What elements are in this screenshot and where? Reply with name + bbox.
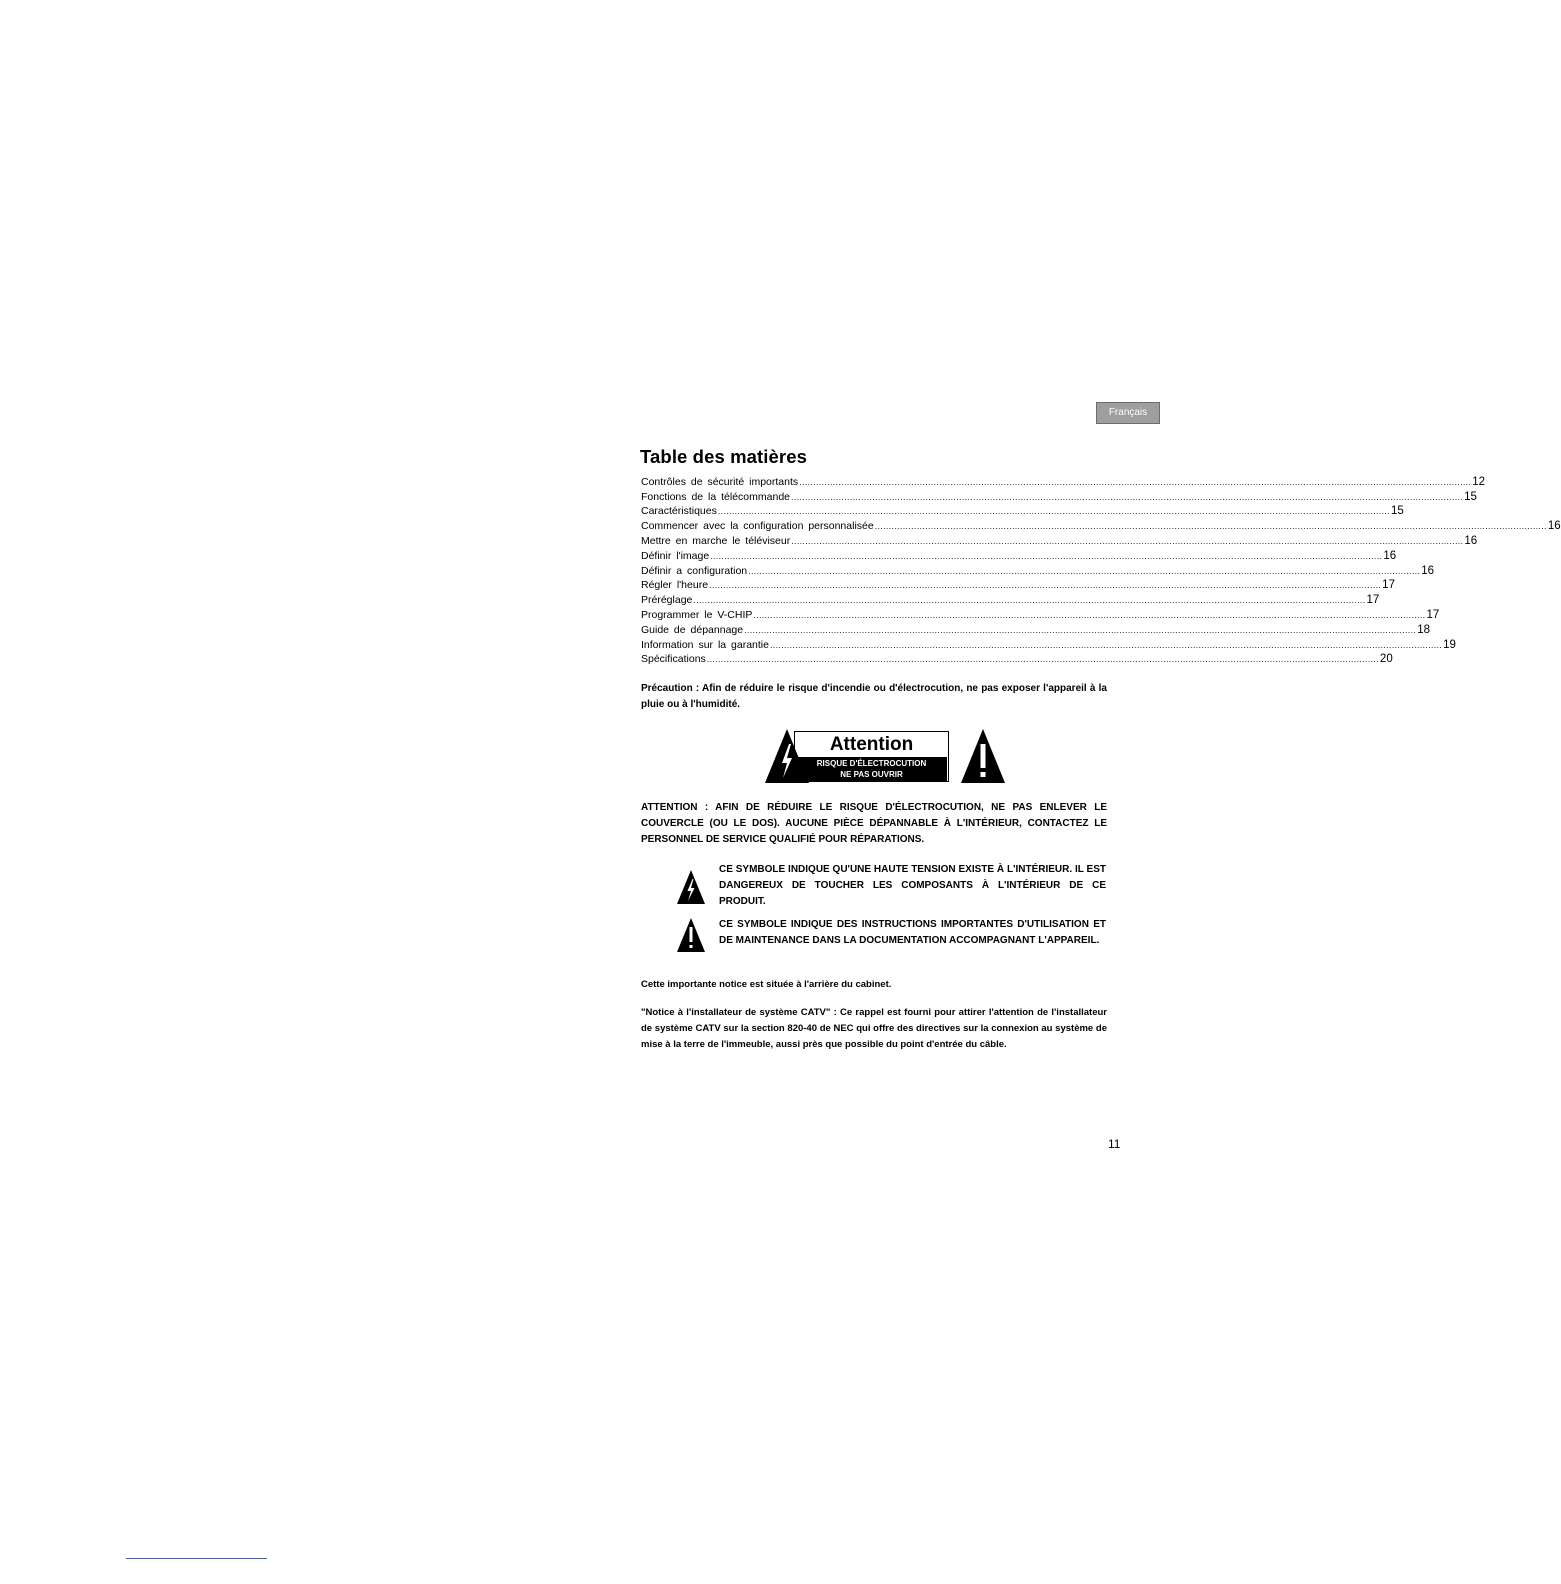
toc-leader: ................................................................................................................................................................................................................................................ bbox=[753, 609, 1426, 620]
page-title: Table des matières bbox=[640, 446, 808, 467]
toc-page: 12 bbox=[1472, 475, 1486, 488]
attention-label-band bbox=[796, 757, 947, 781]
toc-entry bbox=[641, 606, 1440, 621]
toc-page: 16 bbox=[1547, 520, 1561, 533]
symbol-text: CE SYMBOLE INDIQUE QU'UNE HAUTE TENSION EXISTE À L'INTÉRIEUR. IL EST DANGEREUX DE TOUCHER LES COMPOSANTS À L'INTÉRIEUR DE CE PRODUIT. bbox=[719, 864, 1106, 907]
toc-label: Contrôles de sécurité importants bbox=[641, 475, 799, 488]
toc-page: 17 bbox=[1382, 579, 1395, 592]
toc-entry bbox=[641, 517, 1561, 533]
toc-entry bbox=[641, 621, 1431, 636]
toc-page: 16 bbox=[1383, 549, 1397, 562]
toc-entry bbox=[641, 577, 1395, 592]
lightning-triangle-icon bbox=[676, 869, 706, 905]
toc-page: 16 bbox=[1464, 534, 1478, 547]
catv-notice: "Notice à l'installateur de système CATV" : Ce rappel est fourni pour attirer l'attention de l'installateur de système CATV sur la section 820-40 de NEC qui offre des directives sur la connexion au système de mise à la terre de l'immeuble, aussi près que possible du point d'entrée du câble. bbox=[641, 1007, 1107, 1050]
toc-entry bbox=[641, 473, 1486, 488]
toc-leader: ................................................................................................................................................................................................................................................ bbox=[709, 580, 1382, 591]
toc-entry bbox=[641, 532, 1478, 547]
toc-label: Spécifications bbox=[641, 653, 706, 666]
toc-leader: ................................................................................................................................................................................................................................................ bbox=[744, 624, 1417, 635]
toc-label: Définir l'image bbox=[641, 549, 710, 562]
exclamation-triangle-icon bbox=[676, 917, 706, 953]
toc-page: 18 bbox=[1417, 623, 1431, 636]
page-number: 11 bbox=[1108, 1137, 1121, 1151]
toc-leader: ................................................................................................................................................................................................................................................ bbox=[748, 565, 1421, 576]
toc-leader: ................................................................................................................................................................................................................................................ bbox=[693, 595, 1366, 606]
attention-text: ATTENTION : AFIN DE RÉDUIRE LE RISQUE D'ÉLECTROCUTION, NE PAS ENLEVER LE COUVERCLE (OU LE DOS). AUCUNE PIÈCE DÉPANNABLE À L'INTÉRIEUR, CONTACTEZ LE PERSONNEL DE SERVICE QUALIFIÉ POUR RÉPARATIONS. bbox=[641, 802, 1107, 845]
toc-entry bbox=[641, 488, 1477, 503]
toc-entry bbox=[641, 547, 1397, 562]
footer-rule bbox=[126, 1558, 267, 1559]
toc-label: Régler l'heure bbox=[641, 579, 709, 592]
toc-label: Caractéristiques bbox=[641, 505, 717, 518]
toc-leader: ................................................................................................................................................................................................................................................ bbox=[769, 639, 1443, 650]
toc-page: 17 bbox=[1426, 608, 1440, 621]
attention-label-line1: RISQUE D'ÉLECTROCUTION bbox=[816, 759, 927, 768]
language-tab: Français bbox=[1096, 402, 1160, 424]
toc-entry bbox=[641, 591, 1380, 607]
toc-leader: ................................................................................................................................................................................................................................................ bbox=[717, 506, 1390, 517]
toc-leader: ................................................................................................................................................................................................................................................ bbox=[799, 476, 1472, 487]
toc-leader: ................................................................................................................................................................................................................................................ bbox=[791, 491, 1464, 502]
attention-label-line2: NE PAS OUVRIR bbox=[840, 770, 903, 779]
toc-page: 17 bbox=[1366, 594, 1380, 607]
attention-label-box bbox=[794, 731, 949, 782]
toc-page: 16 bbox=[1421, 564, 1435, 577]
toc-label: Préréglage bbox=[641, 594, 693, 607]
toc-label: Fonctions de la télécommande bbox=[641, 490, 790, 503]
toc-label: Programmer le V-CHIP bbox=[641, 608, 753, 621]
symbol-explanation bbox=[676, 862, 1106, 910]
attention-label-title: Attention bbox=[829, 734, 914, 755]
toc-leader: ................................................................................................................................................................................................................................................ bbox=[874, 521, 1547, 532]
toc-label: Mettre en marche le téléviseur bbox=[641, 534, 791, 547]
toc-entry bbox=[641, 636, 1456, 651]
toc-entry bbox=[641, 562, 1435, 577]
toc-label: Définir a configuration bbox=[641, 564, 748, 577]
symbol-text: CE SYMBOLE INDIQUE DES INSTRUCTIONS IMPORTANTES D'UTILISATION ET DE MAINTENANCE DANS LA DOCUMENTATION ACCOMPAGNANT L'APPAREIL. bbox=[719, 919, 1106, 946]
toc-page: 19 bbox=[1443, 638, 1456, 651]
exclamation-triangle-icon bbox=[960, 728, 1006, 784]
toc-page: 15 bbox=[1464, 490, 1477, 503]
toc-leader: ................................................................................................................................................................................................................................................ bbox=[710, 550, 1383, 561]
toc-page: 15 bbox=[1391, 505, 1404, 518]
warning-label bbox=[764, 728, 1006, 786]
precaution-text: Précaution : Afin de réduire le risque d'incendie ou d'électrocution, ne pas exposer l'appareil à la pluie ou à l'humidité. bbox=[641, 683, 1107, 710]
table-of-contents bbox=[641, 473, 1561, 666]
toc-label: Guide de dépannage bbox=[641, 623, 744, 636]
toc-leader: ................................................................................................................................................................................................................................................ bbox=[706, 654, 1379, 665]
symbol-explanation bbox=[676, 917, 1106, 949]
toc-entry bbox=[641, 651, 1393, 666]
cabinet-notice: Cette importante notice est située à l'arrière du cabinet. bbox=[641, 979, 892, 990]
toc-page: 20 bbox=[1379, 653, 1393, 666]
toc-label: Information sur la garantie bbox=[641, 638, 769, 651]
toc-leader: ................................................................................................................................................................................................................................................ bbox=[791, 535, 1464, 546]
toc-label: Commencer avec la configuration personnalisée bbox=[641, 520, 874, 533]
toc-entry bbox=[641, 503, 1404, 518]
